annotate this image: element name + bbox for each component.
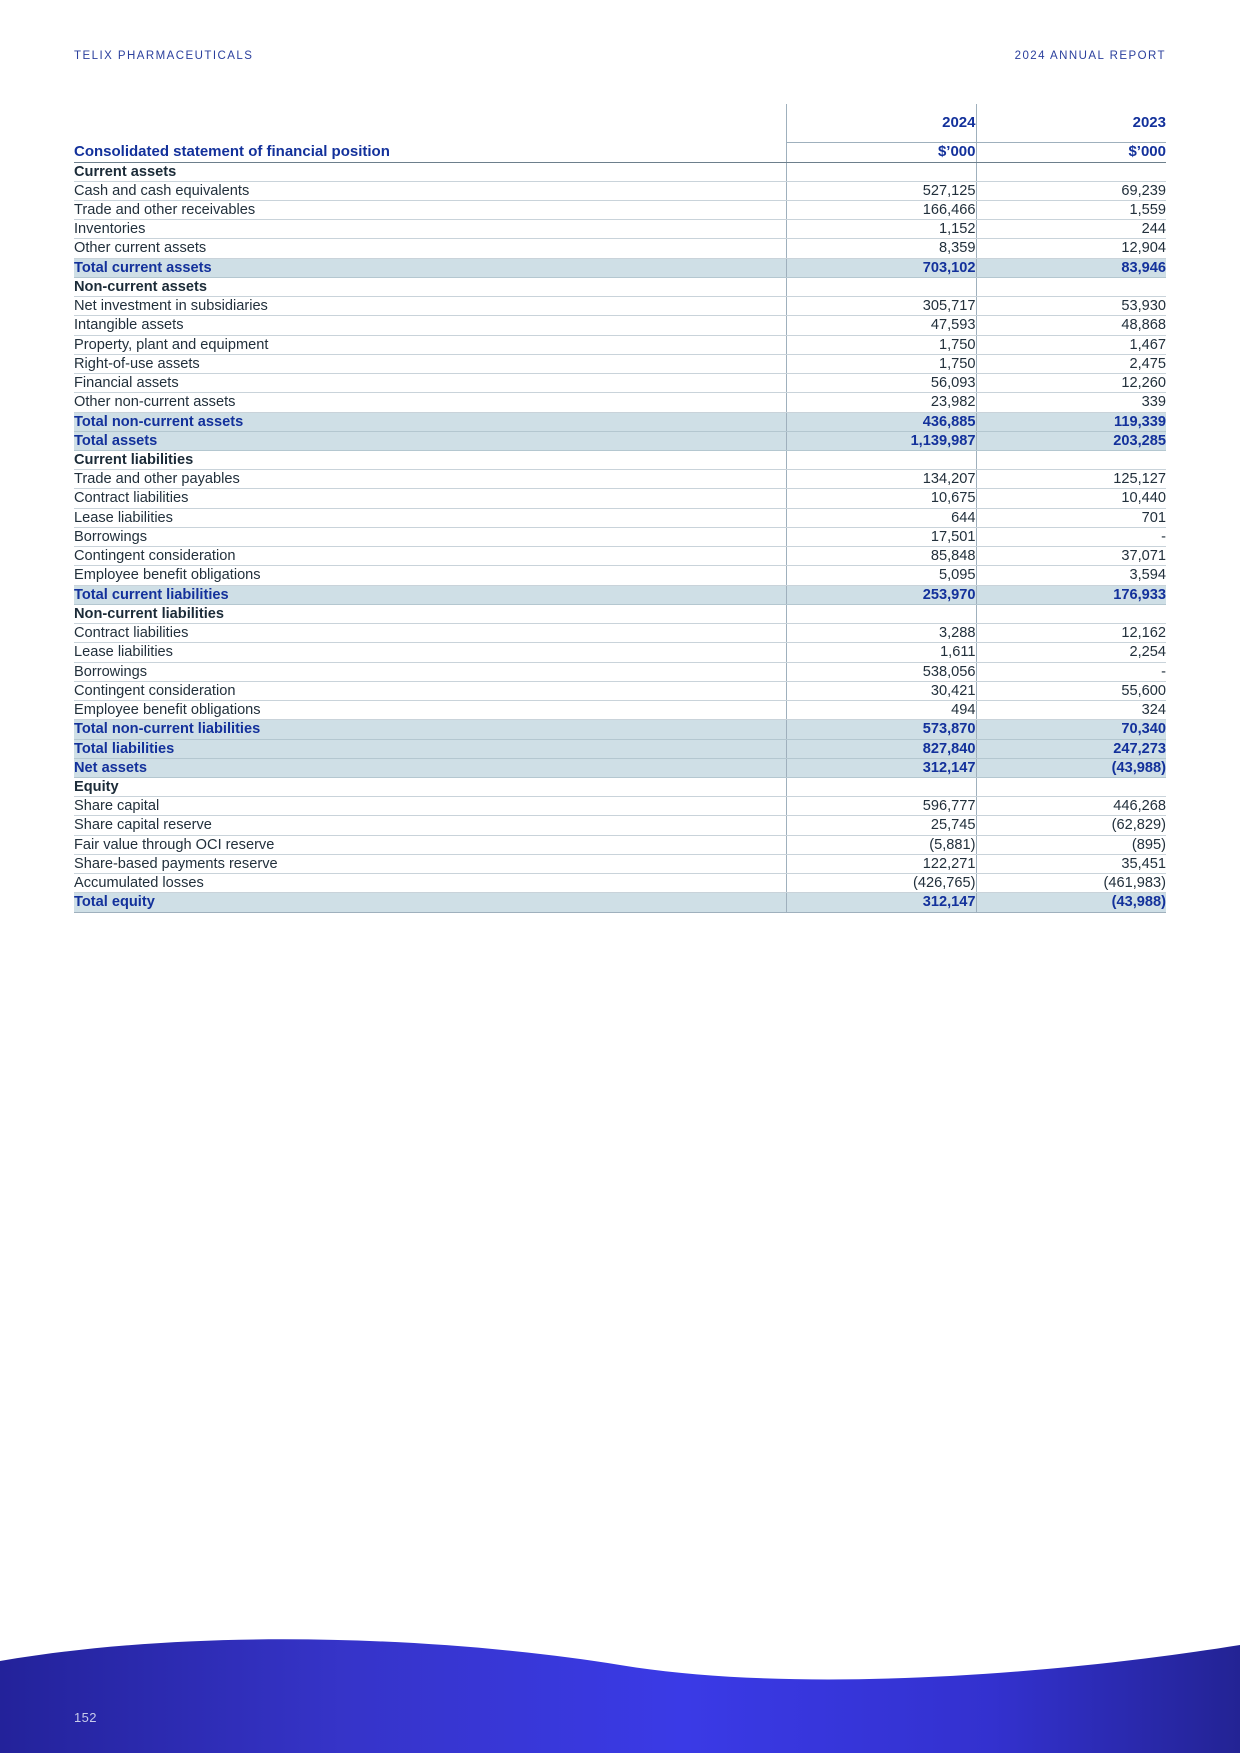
row-value-2023: (43,988) xyxy=(976,758,1166,777)
row-value-2024: 134,207 xyxy=(786,470,976,489)
row-label: Total current assets xyxy=(74,258,786,277)
row-label: Trade and other receivables xyxy=(74,200,786,219)
row-value-2024: 8,359 xyxy=(786,239,976,258)
row-value-2024: 5,095 xyxy=(786,566,976,585)
row-value-2023 xyxy=(976,604,1166,623)
row-value-2023: 701 xyxy=(976,508,1166,527)
row-value-2024: 312,147 xyxy=(786,758,976,777)
row-label: Other current assets xyxy=(74,239,786,258)
running-header-left: TELIX PHARMACEUTICALS xyxy=(74,50,254,62)
table-row xyxy=(74,854,1166,873)
row-label: Contract liabilities xyxy=(74,624,786,643)
row-label: Contract liabilities xyxy=(74,489,786,508)
row-value-2023: (43,988) xyxy=(976,893,1166,912)
row-value-2024: 494 xyxy=(786,701,976,720)
table-row xyxy=(74,162,1166,181)
table-row xyxy=(74,316,1166,335)
row-value-2024: 573,870 xyxy=(786,720,976,739)
table-row xyxy=(74,470,1166,489)
row-value-2023: 125,127 xyxy=(976,470,1166,489)
table-row xyxy=(74,797,1166,816)
row-value-2024 xyxy=(786,778,976,797)
table-header xyxy=(74,104,1166,162)
row-value-2024: 10,675 xyxy=(786,489,976,508)
row-value-2024: 596,777 xyxy=(786,797,976,816)
row-value-2023: 339 xyxy=(976,393,1166,412)
row-value-2023: (895) xyxy=(976,835,1166,854)
row-label: Borrowings xyxy=(74,527,786,546)
row-label: Employee benefit obligations xyxy=(74,566,786,585)
row-label: Right-of-use assets xyxy=(74,354,786,373)
row-label: Lease liabilities xyxy=(74,643,786,662)
row-label: Property, plant and equipment xyxy=(74,335,786,354)
row-value-2024: 1,611 xyxy=(786,643,976,662)
row-label: Financial assets xyxy=(74,374,786,393)
table-row xyxy=(74,835,1166,854)
row-label: Total assets xyxy=(74,431,786,450)
wave-shape xyxy=(0,1573,1240,1753)
page-number: 152 xyxy=(74,1710,97,1725)
row-value-2023: 176,933 xyxy=(976,585,1166,604)
row-label: Share capital reserve xyxy=(74,816,786,835)
column-unit-2023: $’000 xyxy=(976,142,1166,162)
table-row xyxy=(74,585,1166,604)
table-row xyxy=(74,393,1166,412)
row-label: Inventories xyxy=(74,220,786,239)
row-value-2023: 48,868 xyxy=(976,316,1166,335)
row-value-2023: 2,254 xyxy=(976,643,1166,662)
table-row xyxy=(74,258,1166,277)
row-label: Contingent consideration xyxy=(74,681,786,700)
row-value-2024: 312,147 xyxy=(786,893,976,912)
table-row xyxy=(74,181,1166,200)
table-row xyxy=(74,489,1166,508)
row-label: Fair value through OCI reserve xyxy=(74,835,786,854)
row-label: Net assets xyxy=(74,758,786,777)
row-label: Intangible assets xyxy=(74,316,786,335)
row-label: Current assets xyxy=(74,162,786,181)
row-label: Total liabilities xyxy=(74,739,786,758)
row-value-2024: 538,056 xyxy=(786,662,976,681)
row-value-2024: 47,593 xyxy=(786,316,976,335)
financial-statement-table-container xyxy=(74,104,1166,913)
row-value-2023 xyxy=(976,778,1166,797)
column-header-2024: 2024 xyxy=(786,104,976,142)
table-row xyxy=(74,412,1166,431)
row-value-2024: 253,970 xyxy=(786,585,976,604)
row-value-2024: 17,501 xyxy=(786,527,976,546)
table-row xyxy=(74,374,1166,393)
row-value-2024: 436,885 xyxy=(786,412,976,431)
table-row xyxy=(74,277,1166,296)
row-value-2023: 3,594 xyxy=(976,566,1166,585)
row-value-2024: 644 xyxy=(786,508,976,527)
column-header-2023: 2023 xyxy=(976,104,1166,142)
row-value-2024: 1,139,987 xyxy=(786,431,976,450)
table-row xyxy=(74,739,1166,758)
row-value-2024: 1,152 xyxy=(786,220,976,239)
row-value-2023: 10,440 xyxy=(976,489,1166,508)
row-value-2023: 203,285 xyxy=(976,431,1166,450)
footer-wave-decoration xyxy=(0,1573,1240,1753)
running-header-right: 2024 ANNUAL REPORT xyxy=(1014,50,1166,62)
row-value-2023: 324 xyxy=(976,701,1166,720)
table-row xyxy=(74,354,1166,373)
row-value-2024: 527,125 xyxy=(786,181,976,200)
row-value-2023: 244 xyxy=(976,220,1166,239)
row-value-2023: 446,268 xyxy=(976,797,1166,816)
table-header-unit-row xyxy=(74,142,1166,162)
row-value-2023: (461,983) xyxy=(976,874,1166,893)
table-row xyxy=(74,816,1166,835)
table-row xyxy=(74,701,1166,720)
row-value-2023: 247,273 xyxy=(976,739,1166,758)
row-label: Contingent consideration xyxy=(74,547,786,566)
row-value-2023: 12,260 xyxy=(976,374,1166,393)
row-label: Non-current assets xyxy=(74,277,786,296)
table-row xyxy=(74,220,1166,239)
row-label: Borrowings xyxy=(74,662,786,681)
table-row xyxy=(74,643,1166,662)
row-value-2023 xyxy=(976,162,1166,181)
row-label: Share-based payments reserve xyxy=(74,854,786,873)
table-row xyxy=(74,681,1166,700)
row-label: Employee benefit obligations xyxy=(74,701,786,720)
row-label: Total non-current assets xyxy=(74,412,786,431)
row-value-2024: 1,750 xyxy=(786,335,976,354)
row-value-2023: (62,829) xyxy=(976,816,1166,835)
row-value-2024: 30,421 xyxy=(786,681,976,700)
row-value-2024: 122,271 xyxy=(786,854,976,873)
row-value-2024: 56,093 xyxy=(786,374,976,393)
row-value-2023: 37,071 xyxy=(976,547,1166,566)
row-value-2023: 1,559 xyxy=(976,200,1166,219)
row-value-2024: 1,750 xyxy=(786,354,976,373)
row-label: Other non-current assets xyxy=(74,393,786,412)
row-value-2024: (5,881) xyxy=(786,835,976,854)
row-value-2023: - xyxy=(976,527,1166,546)
row-value-2023: 2,475 xyxy=(976,354,1166,373)
row-value-2023: 55,600 xyxy=(976,681,1166,700)
row-label: Current liabilities xyxy=(74,451,786,470)
row-value-2024: (426,765) xyxy=(786,874,976,893)
row-value-2023: 83,946 xyxy=(976,258,1166,277)
row-label: Total current liabilities xyxy=(74,585,786,604)
row-label: Equity xyxy=(74,778,786,797)
row-label: Net investment in subsidiaries xyxy=(74,297,786,316)
column-unit-2024: $’000 xyxy=(786,142,976,162)
table-row xyxy=(74,720,1166,739)
row-value-2024: 703,102 xyxy=(786,258,976,277)
header-spacer-cell xyxy=(74,104,786,142)
row-value-2024: 23,982 xyxy=(786,393,976,412)
table-row xyxy=(74,874,1166,893)
table-row xyxy=(74,624,1166,643)
row-label: Trade and other payables xyxy=(74,470,786,489)
row-value-2024: 3,288 xyxy=(786,624,976,643)
table-row xyxy=(74,508,1166,527)
table-row xyxy=(74,297,1166,316)
table-row xyxy=(74,566,1166,585)
row-value-2023: 69,239 xyxy=(976,181,1166,200)
row-value-2024 xyxy=(786,604,976,623)
table-row xyxy=(74,527,1166,546)
table-row xyxy=(74,604,1166,623)
row-value-2024 xyxy=(786,277,976,296)
table-row xyxy=(74,547,1166,566)
row-value-2023 xyxy=(976,277,1166,296)
table-row xyxy=(74,662,1166,681)
table-body xyxy=(74,162,1166,912)
row-value-2023 xyxy=(976,451,1166,470)
row-value-2024: 25,745 xyxy=(786,816,976,835)
table-row xyxy=(74,431,1166,450)
row-label: Lease liabilities xyxy=(74,508,786,527)
row-value-2023: 12,162 xyxy=(976,624,1166,643)
row-value-2024 xyxy=(786,162,976,181)
row-value-2024 xyxy=(786,451,976,470)
row-value-2023: - xyxy=(976,662,1166,681)
row-label: Non-current liabilities xyxy=(74,604,786,623)
running-header xyxy=(74,46,1166,66)
row-label: Share capital xyxy=(74,797,786,816)
row-value-2024: 305,717 xyxy=(786,297,976,316)
table-row xyxy=(74,335,1166,354)
row-value-2023: 53,930 xyxy=(976,297,1166,316)
row-label: Total non-current liabilities xyxy=(74,720,786,739)
row-value-2024: 85,848 xyxy=(786,547,976,566)
row-value-2024: 166,466 xyxy=(786,200,976,219)
row-label: Accumulated losses xyxy=(74,874,786,893)
row-value-2024: 827,840 xyxy=(786,739,976,758)
row-value-2023: 35,451 xyxy=(976,854,1166,873)
row-value-2023: 119,339 xyxy=(976,412,1166,431)
table-row xyxy=(74,758,1166,777)
row-value-2023: 70,340 xyxy=(976,720,1166,739)
row-label: Cash and cash equivalents xyxy=(74,181,786,200)
table-header-year-row xyxy=(74,104,1166,142)
row-value-2023: 1,467 xyxy=(976,335,1166,354)
table-row xyxy=(74,200,1166,219)
financial-position-table xyxy=(74,104,1166,913)
table-row xyxy=(74,451,1166,470)
row-label: Total equity xyxy=(74,893,786,912)
table-row xyxy=(74,778,1166,797)
row-value-2023: 12,904 xyxy=(976,239,1166,258)
table-row xyxy=(74,239,1166,258)
table-row xyxy=(74,893,1166,912)
table-title: Consolidated statement of financial position xyxy=(74,142,786,162)
